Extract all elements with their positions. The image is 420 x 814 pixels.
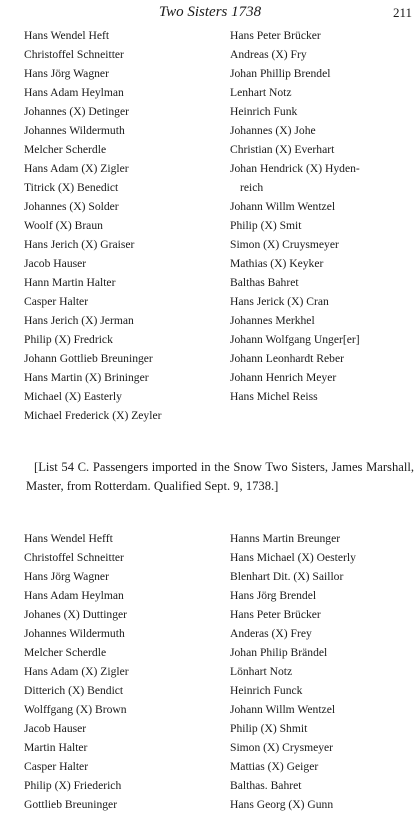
passenger-name: Hanns Martin Breunger [230, 532, 341, 545]
passenger-name: Johann Willm Wentzel [230, 703, 336, 716]
passenger-list-53-left [24, 26, 161, 425]
passenger-name: reich [240, 181, 264, 194]
passenger-name: Johan Philip Brändel [230, 646, 328, 659]
passenger-name: Wolffgang (X) Brown [24, 703, 127, 716]
passenger-name: Johannes Merkhel [230, 314, 315, 327]
passenger-name: Michael (X) Easterly [24, 390, 122, 403]
passenger-name: Philip (X) Friederich [24, 779, 122, 792]
passenger-name: Hans Jerich (X) Graiser [24, 238, 135, 251]
passenger-name: Jacob Hauser [24, 257, 87, 270]
passenger-name: Hans Martin (X) Brininger [24, 371, 149, 384]
passenger-name: Hans Jerick (X) Cran [230, 295, 329, 308]
passenger-name: Johann Gottlieb Breuninger [24, 352, 153, 365]
passenger-name: Hans Jörg Wagner [24, 67, 109, 80]
passenger-name: Balthas Bahret [230, 276, 299, 289]
passenger-name: Gottlieb Breuninger [24, 798, 118, 811]
passenger-name: Philip (X) Smit [230, 219, 302, 232]
page-header [0, 4, 420, 20]
passenger-name: Ditterich (X) Bendict [24, 684, 124, 697]
passenger-name: Hans Michel Reiss [230, 390, 318, 403]
passenger-name: Michael Frederick (X) Zeyler [24, 409, 162, 422]
passenger-name: Balthas. Bahret [230, 779, 302, 792]
passenger-name: Christian (X) Everhart [230, 143, 335, 156]
passenger-name: Hans Wendel Hefft [24, 532, 113, 545]
passenger-name: Lenhart Notz [230, 86, 292, 99]
passenger-name: Heinrich Funk [230, 105, 298, 118]
passenger-name: Hans Jerich (X) Jerman [24, 314, 134, 327]
passenger-name: Philip (X) Shmit [230, 722, 308, 735]
passenger-name: Anderas (X) Frey [230, 627, 312, 640]
passenger-name: Melcher Scherdle [24, 143, 107, 156]
passenger-name: Lönhart Notz [230, 665, 293, 678]
passenger-name: Johannes (X) Johe [230, 124, 316, 137]
passenger-name: Hans Michael (X) Oesterly [230, 551, 356, 564]
passenger-name: Johann Wolfgang Unger[er] [230, 333, 360, 346]
passenger-name: Johannes (X) Detinger [24, 105, 129, 118]
list-54-heading-note [26, 458, 414, 496]
passenger-name: Simon (X) Crysmeyer [230, 741, 334, 754]
passenger-name: Hans Jörg Brendel [230, 589, 317, 602]
passenger-name: Hans Wendel Heft [24, 29, 110, 42]
passenger-name: Johan Phillip Brendel [230, 67, 331, 80]
passenger-name: Philip (X) Fredrick [24, 333, 113, 346]
passenger-list-54-right [230, 529, 356, 814]
running-title: Two Sisters 1738 [158, 4, 262, 20]
passenger-name: Hans Georg (X) Gunn [230, 798, 334, 811]
passenger-name: Melcher Scherdle [24, 646, 107, 659]
passenger-name: Hans Peter Brücker [230, 29, 321, 42]
passenger-name: Hans Adam Heylman [24, 86, 124, 99]
passenger-name: Hans Adam (X) Zigler [24, 665, 129, 678]
passenger-name: Hans Peter Brücker [230, 608, 321, 621]
passenger-name: Johann Leonhardt Reber [230, 352, 344, 365]
passenger-name: Heinrich Funck [230, 684, 303, 697]
passenger-name: Hans Jörg Wagner [24, 570, 109, 583]
passenger-list-53-right [230, 26, 360, 406]
passenger-name: Johannes Wildermuth [24, 627, 125, 640]
passenger-list-54-left [24, 529, 129, 814]
passenger-name: Casper Halter [24, 295, 89, 308]
passenger-name: Woolf (X) Braun [24, 219, 103, 232]
passenger-name: Martin Halter [24, 741, 88, 754]
passenger-name: Casper Halter [24, 760, 89, 773]
page-number: 211 [392, 5, 412, 20]
list-54-heading-text: [List 54 C. Passengers imported in the Snow Two Sisters, James Marshall, Master, from Rotterdam. Qualified Sept. 9, 1738.] [26, 460, 414, 493]
passenger-name: Hans Adam (X) Zigler [24, 162, 129, 175]
passenger-name: Johann Willm Wentzel [230, 200, 336, 213]
passenger-name: Johan Hendrick (X) Hyden- [230, 162, 360, 175]
passenger-name: Johannes Wildermuth [24, 124, 125, 137]
passenger-name: Andreas (X) Fry [230, 48, 307, 61]
passenger-name: Johanes (X) Duttinger [24, 608, 128, 621]
passenger-name: Christoffel Schneitter [24, 551, 124, 564]
passenger-name: Blenhart Dit. (X) Saillor [230, 570, 344, 583]
passenger-name: Simon (X) Cruysmeyer [230, 238, 339, 251]
passenger-name: Mathias (X) Keyker [230, 257, 324, 270]
passenger-name: Christoffel Schneitter [24, 48, 124, 61]
passenger-name: Jacob Hauser [24, 722, 87, 735]
passenger-name: Titrick (X) Benedict [24, 181, 119, 194]
passenger-name: Johannes (X) Solder [24, 200, 119, 213]
passenger-name: Mattias (X) Geiger [230, 760, 319, 773]
passenger-name: Johann Henrich Meyer [230, 371, 337, 384]
passenger-name: Hans Adam Heylman [24, 589, 124, 602]
passenger-name: Hann Martin Halter [24, 276, 116, 289]
